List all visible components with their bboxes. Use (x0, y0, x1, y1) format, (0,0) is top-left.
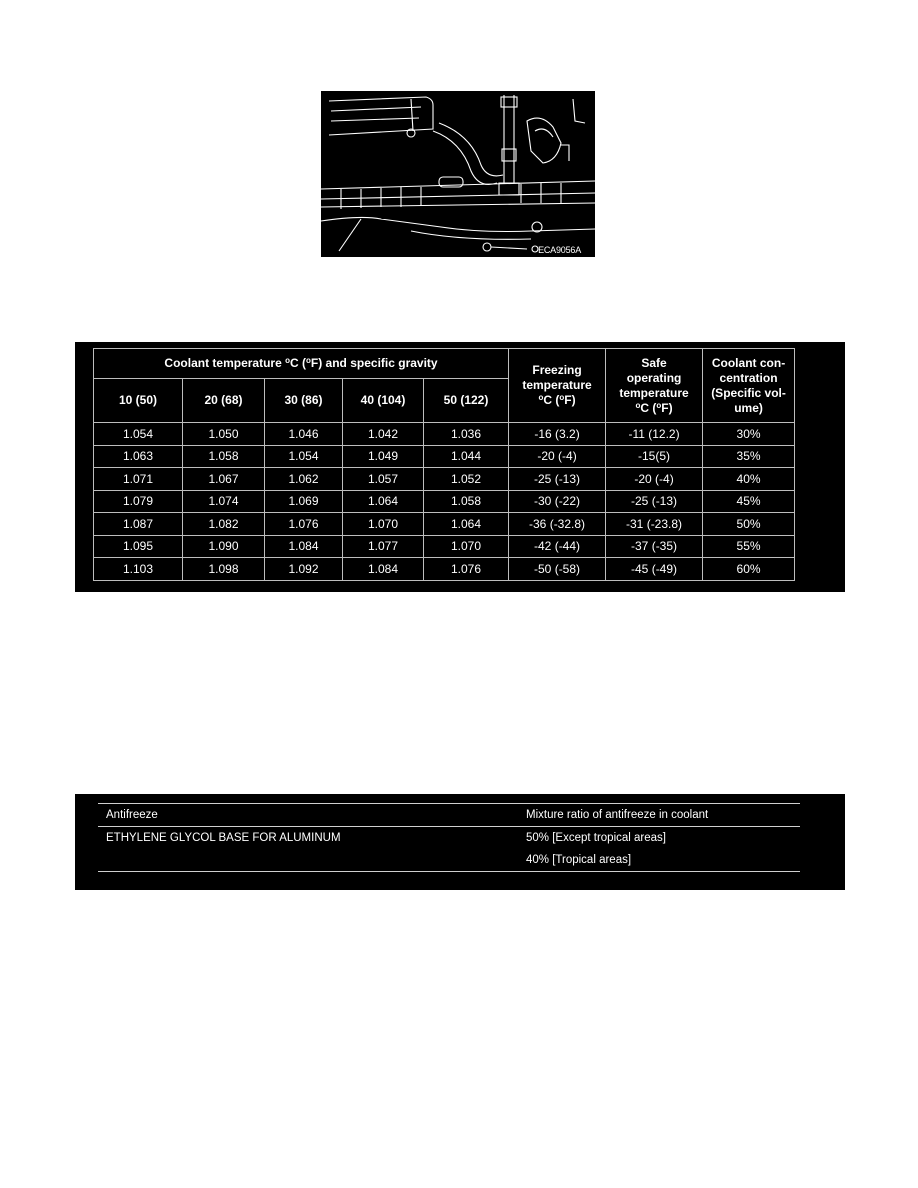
table-cell: 40% (703, 468, 795, 491)
antifreeze-header-row (98, 804, 800, 826)
table-cell: 1.058 (183, 445, 265, 468)
table-cell: 1.076 (265, 513, 343, 536)
table-row (94, 490, 795, 513)
table-cell: -30 (-22) (509, 490, 606, 513)
table-cell: 1.071 (94, 468, 183, 491)
table-cell: 1.067 (183, 468, 265, 491)
table-cell: 1.092 (265, 558, 343, 581)
table-cell: 1.084 (343, 558, 424, 581)
safe-operating-temperature-header: Safe operating temperature $^o$C ($^o$F) (606, 349, 703, 423)
mixture-ratio: 50% [Except tropical areas] (526, 832, 666, 844)
figure-code: ECA9056A (538, 245, 581, 255)
temp-column-header: 10 (50) (94, 379, 183, 423)
table-cell: 1.036 (424, 423, 509, 446)
table-cell: 1.044 (424, 445, 509, 468)
table-cell: -37 (-35) (606, 535, 703, 558)
table-cell: 1.058 (424, 490, 509, 513)
table-cell: 1.054 (265, 445, 343, 468)
table-cell: -31 (-23.8) (606, 513, 703, 536)
table-cell: 45% (703, 490, 795, 513)
specific-gravity-table (93, 348, 795, 581)
table-cell: 1.046 (265, 423, 343, 446)
antifreeze-table (98, 803, 800, 872)
table-cell: -16 (3.2) (509, 423, 606, 446)
table-cell: 50% (703, 513, 795, 536)
mixture-ratio-header: Mixture ratio of antifreeze in coolant (526, 809, 709, 821)
table-cell: 55% (703, 535, 795, 558)
table-cell: 1.079 (94, 490, 183, 513)
table-cell: -20 (-4) (606, 468, 703, 491)
mixture-ratio: 40% [Tropical areas] (526, 854, 632, 866)
table-row (94, 445, 795, 468)
table-cell: -42 (-44) (509, 535, 606, 558)
table-row (98, 827, 800, 849)
divider (98, 871, 800, 872)
table-cell: -20 (-4) (509, 445, 606, 468)
table-row (94, 513, 795, 536)
table-cell: -50 (-58) (509, 558, 606, 581)
table-cell: 1.050 (183, 423, 265, 446)
temp-column-header: 30 (86) (265, 379, 343, 423)
table-cell: 1.064 (343, 490, 424, 513)
table-row (98, 849, 800, 871)
table-cell: 30% (703, 423, 795, 446)
table-cell: -45 (-49) (606, 558, 703, 581)
table-cell: 1.090 (183, 535, 265, 558)
table-cell: -25 (-13) (606, 490, 703, 513)
table-cell: 1.069 (265, 490, 343, 513)
table-cell: 1.049 (343, 445, 424, 468)
antifreeze-header: Antifreeze (106, 809, 158, 821)
table-cell: 1.087 (94, 513, 183, 536)
specific-gravity-panel (75, 342, 845, 592)
engine-radiator-icon (321, 91, 595, 257)
freezing-temperature-header: Freezing temperature $^o$C ($^o$F) (509, 349, 606, 423)
table-cell: 1.062 (265, 468, 343, 491)
table-cell: 1.070 (424, 535, 509, 558)
table-cell: 1.064 (424, 513, 509, 536)
table-cell: 35% (703, 445, 795, 468)
temp-column-header: 40 (104) (343, 379, 424, 423)
table-cell: 60% (703, 558, 795, 581)
temp-column-header: 50 (122) (424, 379, 509, 423)
table-cell: 1.103 (94, 558, 183, 581)
table-cell: 1.098 (183, 558, 265, 581)
antifreeze-type: ETHYLENE GLYCOL BASE FOR ALUMINUM (106, 832, 341, 844)
table-cell: 1.077 (343, 535, 424, 558)
table-cell: 1.095 (94, 535, 183, 558)
table-row (94, 535, 795, 558)
engine-radiator-figure (321, 91, 595, 257)
coolant-concentration-header: Coolant con- centration (Specific vol- ume) (703, 349, 795, 423)
table-cell: -15(5) (606, 445, 703, 468)
table-cell: -36 (-32.8) (509, 513, 606, 536)
table-cell: -25 (-13) (509, 468, 606, 491)
table-cell: -11 (12.2) (606, 423, 703, 446)
table-row (94, 423, 795, 446)
temp-column-header: 20 (68) (183, 379, 265, 423)
table-cell: 1.084 (265, 535, 343, 558)
table-row (94, 558, 795, 581)
table-cell: 1.057 (343, 468, 424, 491)
table-cell: 1.052 (424, 468, 509, 491)
antifreeze-panel (75, 794, 845, 890)
table-row (94, 468, 795, 491)
table-cell: 1.063 (94, 445, 183, 468)
table-cell: 1.070 (343, 513, 424, 536)
table-cell: 1.076 (424, 558, 509, 581)
table-cell: 1.074 (183, 490, 265, 513)
table-cell: 1.082 (183, 513, 265, 536)
table-cell: 1.054 (94, 423, 183, 446)
table-cell: 1.042 (343, 423, 424, 446)
coolant-temperature-header: Coolant temperature $^o$C ($^o$F) and specific gravity (94, 349, 509, 379)
